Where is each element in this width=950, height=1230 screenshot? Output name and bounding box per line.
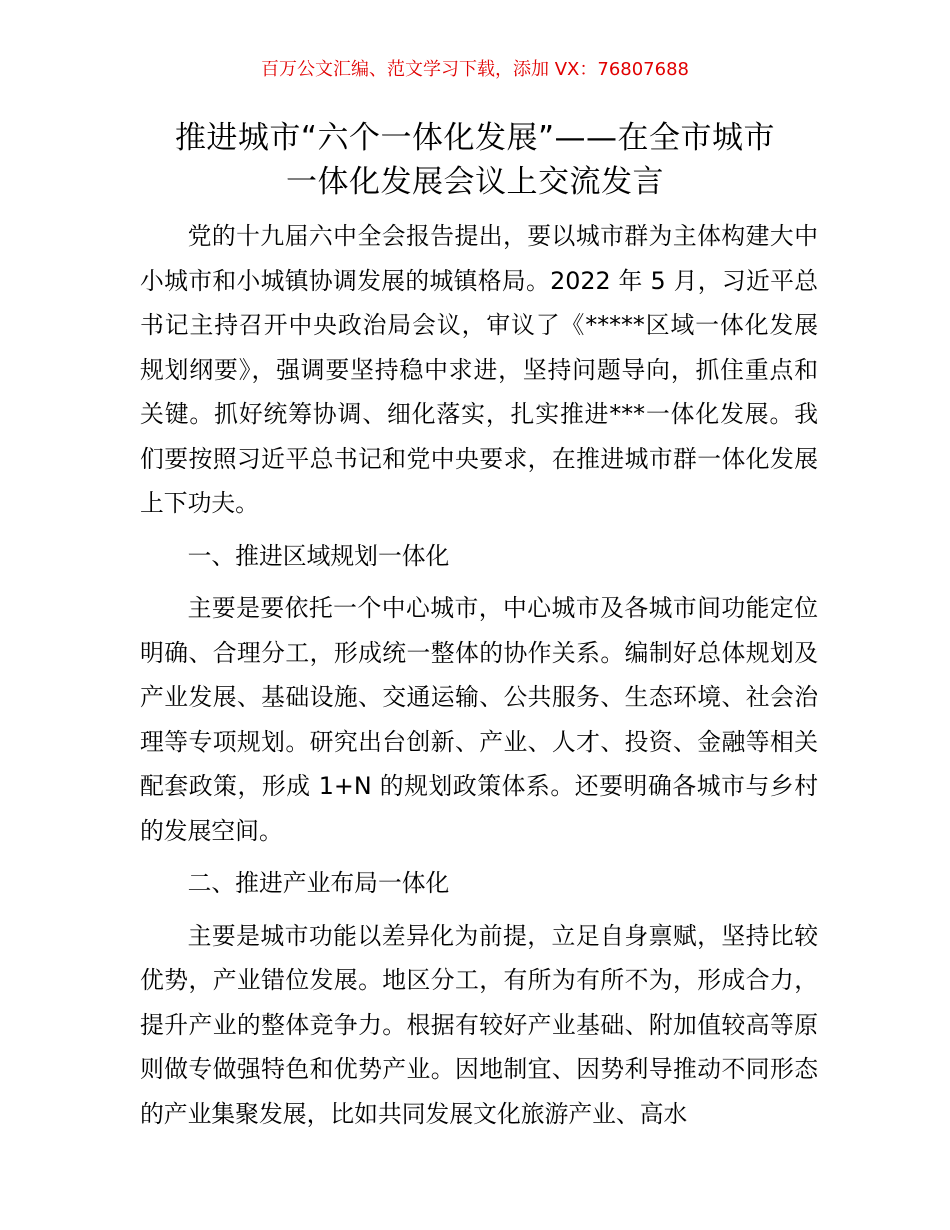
paragraph-section-1: 主要是要依托一个中心城市，中心城市及各城市间功能定位明确、合理分工，形成统一整体的协作关系。编制好总体规划及产业发展、基础设施、交通运输、公共服务、生态环境、社会治理等专项规划。研究出台创新、产业、人才、投资、金融等相关配套政策，形成 1+N 的规划政策体系。还要明确各城市与乡村的发展空间。 — [140, 594, 818, 845]
title-line-1: 推进城市“六个一体化发展”——在全市城市 — [174, 120, 776, 156]
title-line-2: 一体化发展会议上交流发言 — [286, 164, 664, 200]
download-notice: 百万公文汇编、范文学习下载，添加 VX：76807688 — [261, 59, 689, 80]
paragraph-intro: 党的十九届六中全会报告提出，要以城市群为主体构建大中小城市和小城镇协调发展的城镇格局。2022 年 5 月，习近平总书记主持召开中央政治局会议，审议了《*****区域一体化发展规划纲要》，强调要坚持稳中求进，坚持问题导向，抓住重点和关键。抓好统筹协调、细化落实，扎实推进***一体化发展。我们要按照习近平总书记和党中央要求，在推进城市群一体化发展上下功夫。 — [140, 222, 818, 517]
document-body — [140, 214, 818, 1136]
paragraph-section-2: 主要是城市功能以差异化为前提，立足自身禀赋，坚持比较优势，产业错位发展。地区分工，有所为有所不为，形成合力，提升产业的整体竞争力。根据有较好产业基础、附加值较高等原则做专做强特色和优势产业。因地制宜、因势利导推动不同形态的产业集聚发展，比如共同发展文化旅游产业、高水 — [140, 921, 818, 1128]
section-heading-1: 一、推进区域规划一体化 — [187, 541, 450, 570]
document-title — [130, 116, 820, 204]
section-heading-2: 二、推进产业布局一体化 — [187, 869, 450, 897]
